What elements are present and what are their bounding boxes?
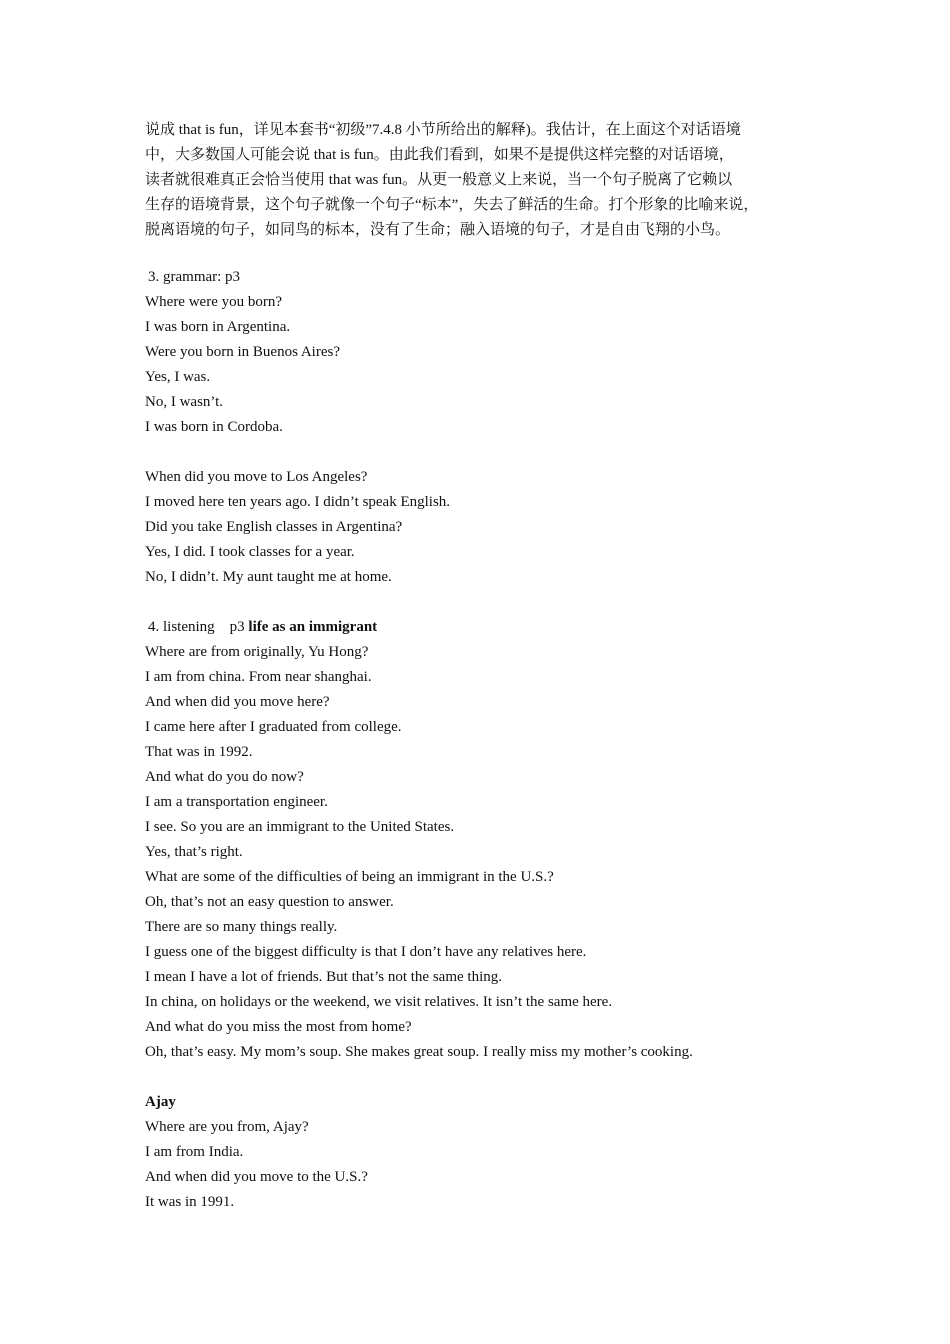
- listening-heading: [145, 615, 810, 640]
- dialogue-line: And when did you move here?: [145, 694, 330, 710]
- spacer: [145, 590, 810, 615]
- dialogue-line: Where were you born?: [145, 294, 283, 310]
- dialogue-line: Yes, that’s right.: [145, 844, 243, 860]
- dialogue-line: I was born in Cordoba.: [145, 419, 283, 435]
- dialogue-line: I am a transportation engineer.: [145, 794, 328, 810]
- spacer: [145, 243, 810, 265]
- intro-line: 中，大多数国人可能会说 that is fun。由此我们看到，如果不是提供这样完整的对话语境，: [145, 147, 734, 163]
- page-content: [145, 118, 810, 1215]
- dialogue-line: I came here after I graduated from college.: [145, 719, 402, 735]
- dialogue-line: I mean I have a lot of friends. But that’s not the same thing.: [145, 969, 502, 985]
- dialogue-line: Yes, I did. I took classes for a year.: [145, 544, 355, 560]
- dialogue-line: It was in 1991.: [145, 1194, 235, 1210]
- intro-line: 脱离语境的句子，如同鸟的标本，没有了生命；融入语境的句子，才是自由飞翔的小鸟。: [145, 222, 731, 238]
- intro-line: 说成 that is fun，详见本套书“初级”7.4.8 小节所给出的解释)。我估计，在上面这个对话语境: [145, 122, 741, 138]
- dialogue-line: I guess one of the biggest difficulty is that I don’t have any relatives here.: [145, 944, 587, 960]
- grammar-heading: [145, 265, 810, 290]
- dialogue-line: I am from India.: [145, 1144, 244, 1160]
- dialogue-line: I was born in Argentina.: [145, 319, 291, 335]
- listening-section: [145, 615, 810, 1065]
- dialogue-line: I see. So you are an immigrant to the United States.: [145, 819, 455, 835]
- grammar-heading-text: 3. grammar: p3: [148, 269, 241, 285]
- dialogue-line: There are so many things really.: [145, 919, 338, 935]
- dialogue-line: In china, on holidays or the weekend, we visit relatives. It isn’t the same here.: [145, 994, 613, 1010]
- grammar-section: [145, 265, 810, 590]
- dialogue-line: When did you move to Los Angeles?: [145, 469, 368, 485]
- listening-heading-prefix: 4. listening p3: [148, 619, 249, 635]
- dialogue-line: Were you born in Buenos Aires?: [145, 344, 340, 360]
- dialogue-line: Oh, that’s not an easy question to answer.: [145, 894, 394, 910]
- dialogue-line: And when did you move to the U.S.?: [145, 1169, 368, 1185]
- spacer: [145, 1065, 810, 1090]
- dialogue-line: That was in 1992.: [145, 744, 253, 760]
- dialogue-line: Oh, that’s easy. My mom’s soup. She makes great soup. I really miss my mother’s cooking.: [145, 1044, 693, 1060]
- dialogue-line: No, I didn’t. My aunt taught me at home.: [145, 569, 392, 585]
- intro-line: 生存的语境背景，这个句子就像一个句子“标本”，失去了鲜活的生命。打个形象的比喻来说，: [145, 197, 759, 213]
- intro-line: 读者就很难真正会恰当使用 that was fun。从更一般意义上来说，当一个句子脱离了它赖以: [145, 172, 733, 188]
- intro-paragraph: [145, 118, 810, 243]
- ajay-section: [145, 1090, 810, 1215]
- dialogue-line: I moved here ten years ago. I didn’t speak English.: [145, 494, 451, 510]
- dialogue-line: Did you take English classes in Argentina?: [145, 519, 403, 535]
- spacer: [145, 440, 810, 465]
- dialogue-line: Yes, I was.: [145, 369, 211, 385]
- dialogue-line: Where are from originally, Yu Hong?: [145, 644, 369, 660]
- dialogue-line: And what do you do now?: [145, 769, 304, 785]
- dialogue-line: I am from china. From near shanghai.: [145, 669, 372, 685]
- dialogue-line: And what do you miss the most from home?: [145, 1019, 412, 1035]
- listening-heading-title: life as an immigrant: [248, 619, 378, 635]
- dialogue-line: Where are you from, Ajay?: [145, 1119, 309, 1135]
- dialogue-line: What are some of the difficulties of being an immigrant in the U.S.?: [145, 869, 554, 885]
- ajay-heading: Ajay: [145, 1094, 176, 1110]
- dialogue-line: No, I wasn’t.: [145, 394, 224, 410]
